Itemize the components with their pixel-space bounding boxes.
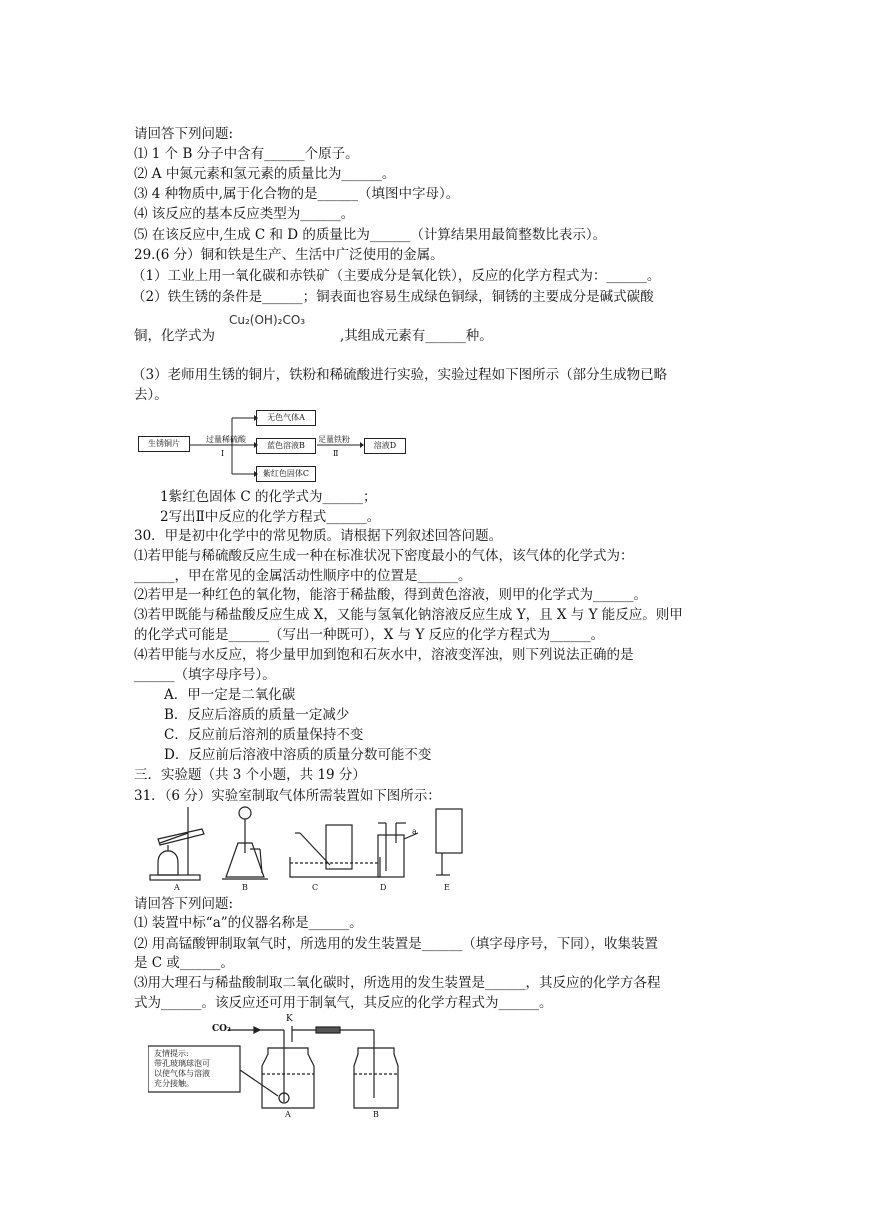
text-line: ⑸ 在该反应中,生成 C 和 D 的质量比为______（计算结果用最简整数比表示）。 [134, 227, 607, 243]
instrument-a-label: a [412, 827, 417, 836]
flow-step2-label: 足量铁粉 [318, 435, 350, 444]
tip-line: 充分接触。 [154, 1079, 194, 1088]
text-line: ______（填字母序号）。 [134, 667, 276, 683]
tip-line: 带孔玻璃球泡可 [154, 1059, 210, 1068]
text-line: 请回答下列问题: [134, 896, 234, 912]
apparatus-label-d: D [380, 883, 387, 892]
apparatus-label-e: E [444, 883, 450, 892]
apparatus-label-b: B [242, 883, 248, 892]
flow-step2-num: Ⅱ [333, 449, 339, 458]
text-line: 是 C 或______。 [134, 955, 234, 971]
text-line: ______，甲在常见的金属活动性顺序中的位置是______。 [134, 568, 472, 584]
text-line: ⑷ 该反应的基本反应类型为______。 [134, 206, 355, 222]
text-line: ⑶用大理石与稀盐酸制取二氧化碳时，所选用的发生装置是______，其反应的化学方各程 [134, 975, 661, 991]
text-line: （3）老师用生锈的铜片，铁粉和稀硫酸进行实验，实验过程如下图所示（部分生成物已略 [132, 367, 668, 383]
option-b: B．反应后溶质的质量一定减少 [164, 707, 350, 723]
text-line: 请回答下列问题: [134, 126, 234, 142]
text-line: 29.(6 分）铜和铁是生产、生活中广泛使用的金属。 [134, 247, 444, 263]
flow-step1-num: Ⅰ [221, 449, 225, 458]
flow-arrows [136, 404, 426, 484]
valve-k-label: K [286, 1014, 293, 1024]
apparatus-drawing [140, 803, 480, 893]
text-line: ⑶ 4 种物质中,属于化合物的是______（填图中字母）。 [134, 186, 460, 202]
text-line: 铜，化学式为 [134, 328, 215, 344]
bottle-label-b: B [373, 1110, 379, 1119]
text-line: ⑵若甲是一种红色的氧化物，能溶于稀盐酸，得到黄色溶液，则甲的化学式为______。 [134, 587, 647, 603]
text-line: （1）工业上用一氧化碳和赤铁矿（主要成分是氧化铁），反应的化学方程式为：______。 [132, 268, 661, 284]
text-line: ⑴ 装置中标“a”的仪器名称是______。 [134, 915, 363, 931]
text-line: 的化学式可能是______（写出一种既可），X 与 Y 反应的化学方程式为______。 [134, 627, 605, 643]
option-c: C．反应前后溶剂的质量保持不变 [164, 727, 364, 743]
tip-line: 友情提示: [154, 1049, 189, 1058]
flow-sol-b-box: 蓝色溶液B [256, 438, 316, 454]
section-heading: 三．实验题（共 3 个小题，共 19 分） [134, 767, 366, 783]
bottle-label-a: A [285, 1110, 291, 1119]
flow-gas-a-box: 无色气体A [256, 410, 316, 426]
text-line: ,其组成元素有______种。 [340, 328, 493, 344]
flow-sol-d-box: 溶液D [364, 438, 406, 454]
flow-step1-label: 过量稀硫酸 [206, 435, 246, 444]
flow-diagram [136, 404, 426, 484]
option-a: A．甲一定是二氧化碳 [164, 687, 296, 703]
text-line: ⑴ 1 个 B 分子中含有______个原子。 [134, 146, 359, 162]
text-line: ⑵ 用高锰酸钾制取氧气时，所选用的发生装置是______（填字母序号，下同），收集装置 [134, 936, 659, 952]
apparatus-figure [140, 803, 480, 893]
co2-label: CO₂ [212, 1024, 231, 1034]
text-line: ⑶若甲既能与稀盐酸反应生成 X，又能与氢氧化钠溶液反应生成 Y，且 X 与 Y 能反应。则甲 [134, 607, 683, 623]
text-line: ⑵ A 中氮元素和氢元素的质量比为______。 [134, 166, 396, 182]
text-line: 式为______。该反应还可用于制氧气，其反应的化学方程式为______。 [134, 995, 553, 1011]
flow-solid-c-box: 紫红色固体C [256, 466, 316, 482]
text-line: （2）铁生锈的条件是______；铜表面也容易生成绿色铜绿，铜锈的主要成分是碱式碳酸 [132, 289, 654, 305]
chemical-formula: Cu₂(OH)₂CO₃ [229, 313, 306, 327]
tip-line: 以使气体与溶液 [154, 1069, 210, 1078]
flow-start-box: 生锈铜片 [138, 436, 190, 452]
apparatus-label-c: C [312, 883, 319, 892]
bottle-figure [148, 1014, 408, 1118]
option-d: D．反应前后溶液中溶质的质量分数可能不变 [164, 747, 432, 763]
text-line: ⑴若甲能与稀硫酸反应生成一种在标准状况下密度最小的气体，该气体的化学式为： [134, 548, 634, 564]
text-line: 31．（6 分）实验室制取气体所需装置如下图所示： [134, 788, 441, 804]
text-line: 2写出Ⅱ中反应的化学方程式______。 [160, 509, 381, 525]
text-line: 1紫红色固体 C 的化学式为______； [160, 489, 377, 505]
text-line: ⑷若甲能与水反应，将少量甲加到饱和石灰水中，溶液变浑浊，则下列说法正确的是 [134, 647, 634, 663]
text-line: 30．甲是初中化学中的常见物质。请根据下列叙述回答问题。 [134, 528, 503, 544]
apparatus-label-a: A [174, 883, 180, 892]
text-line: 去）。 [134, 387, 168, 403]
